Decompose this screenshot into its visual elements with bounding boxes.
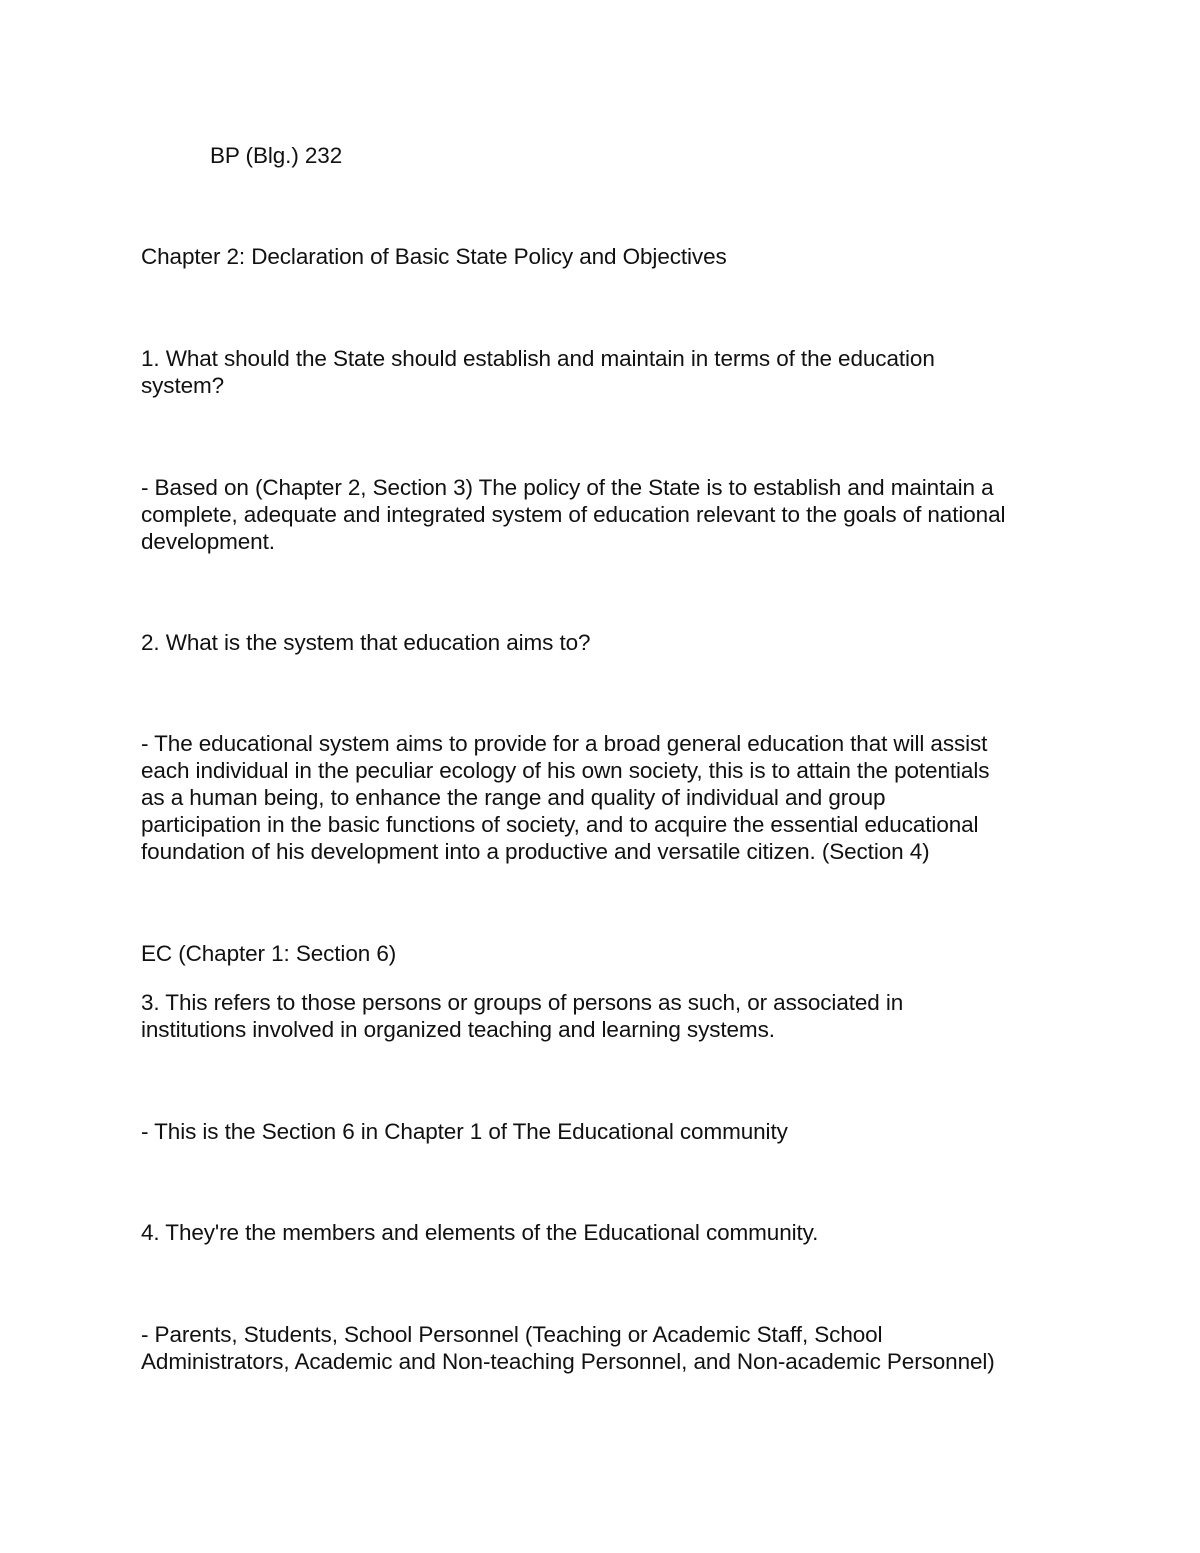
question-4-line-1: 4. They're the members and elements of the Educational community. [141, 1220, 819, 1245]
answer-2-line-4: participation in the basic functions of society, and to acquire the essential educational [141, 812, 979, 837]
section-heading: EC (Chapter 1: Section 6) [141, 941, 397, 966]
answer-2-line-5: foundation of his development into a productive and versatile citizen. (Section 4) [141, 839, 930, 864]
question-1-line-1: 1. What should the State should establish and maintain in terms of the education [141, 346, 935, 371]
question-3-line-1: 3. This refers to those persons or groups of persons as such, or associated in [141, 990, 904, 1015]
answer-2-line-1: - The educational system aims to provide for a broad general education that will assist [141, 731, 988, 756]
question-3-line-2: institutions involved in organized teaching and learning systems. [141, 1017, 775, 1042]
chapter-heading: Chapter 2: Declaration of Basic State Policy and Objectives [141, 244, 727, 269]
answer-2-line-3: as a human being, to enhance the range and quality of individual and group [141, 785, 886, 810]
answer-1-line-3: development. [141, 529, 275, 554]
question-2-line-1: 2. What is the system that education aims to? [141, 630, 591, 655]
document-title: BP (Blg.) 232 [210, 143, 343, 168]
answer-2-line-2: each individual in the peculiar ecology of his own society, this is to attain the potentials [141, 758, 990, 783]
question-1-line-2: system? [141, 373, 225, 398]
answer-4-line-1: - Parents, Students, School Personnel (Teaching or Academic Staff, School [141, 1322, 883, 1347]
answer-1-line-1: - Based on (Chapter 2, Section 3) The policy of the State is to establish and maintain a [141, 475, 994, 500]
answer-3-line-1: - This is the Section 6 in Chapter 1 of The Educational community [141, 1119, 788, 1144]
answer-1-line-2: complete, adequate and integrated system of education relevant to the goals of national [141, 502, 1006, 527]
answer-4-line-2: Administrators, Academic and Non-teaching Personnel, and Non-academic Personnel) [141, 1349, 995, 1374]
